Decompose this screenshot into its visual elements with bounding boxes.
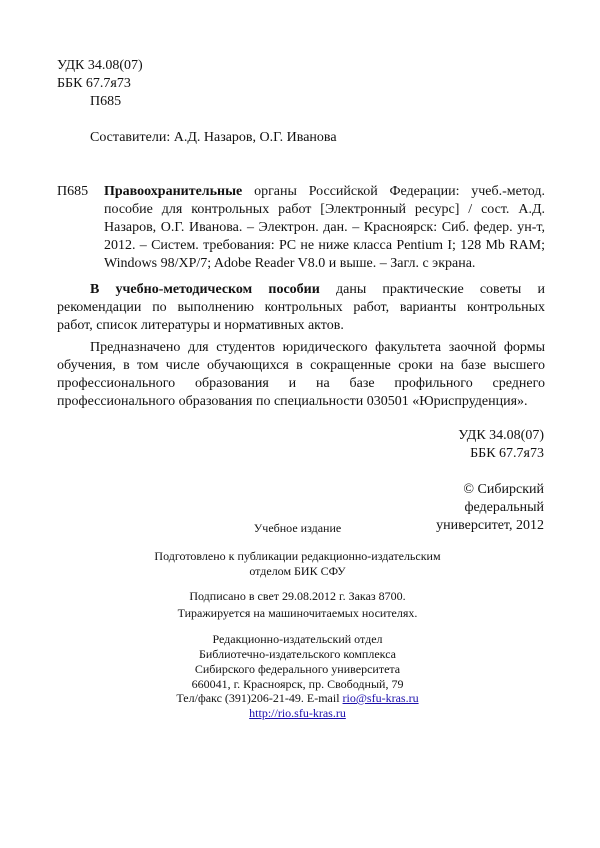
abstract-line-1 [90,282,545,298]
abstract-bold: В учебно-методическом пособии [90,282,320,297]
biblio-line-5: Windows 98/XP/7; Adobe Reader V8.0 и выше. – Загл. с экрана. [104,256,476,271]
bbk-code-right: ББК 67.7я73 [470,446,544,461]
biblio-code: П685 [57,184,89,199]
abstract-line-3: работ, список литературы и нормативных актов. [57,318,344,333]
author-mark: П685 [90,94,122,109]
url-line [0,706,595,720]
udk-code-right: УДК 34.08(07) [458,428,544,443]
udk-code: УДК 34.08(07) [57,58,143,73]
purpose-line-4: профессионального образования по специальности 030501 «Юриспруденция». [57,394,528,409]
dept-line-2: Библиотечно-издательского комплекса [198,647,396,661]
email-link[interactable]: rio@sfu-kras.ru [342,691,419,705]
edition-type: Учебное издание [253,521,342,535]
prepared-line-1: Подготовлено к публикации редакционно-издательским [154,549,441,563]
website-link[interactable]: http://rio.sfu-kras.ru [249,706,346,720]
biblio-line-2: пособие для контрольных работ [Электронный ресурс] / сост. А.Д. [104,202,545,217]
contact-line [0,691,595,705]
abstract-line-1-rest: даны практические советы и [335,282,546,297]
copyright-line-2: федеральный [464,500,544,515]
biblio-line-3: Назаров, О.Г. Иванова. – Электрон. дан. – Красноярск: Сиб. федер. ун-т, [104,220,545,235]
biblio-line-4: 2012. – Систем. требования: PC не ниже класса Pentium I; 128 Mb RAM; [104,238,545,253]
biblio-title: Правоохранительные [104,184,243,199]
biblio-line-1-rest: органы Российской Федерации: учеб.-метод. [254,184,546,199]
purpose-line-1: Предназначено для студентов юридического факультета заочной формы [90,340,545,355]
prepared-line-2: отделом БИК СФУ [249,564,346,578]
signed-line: Подписано в свет 29.08.2012 г. Заказ 8700. [189,589,406,603]
abstract-line-2: рекомендации по выполнению контрольных работ, варианты контрольных [57,300,545,315]
phone-text: Тел/факс (391)206-21-49. E-mail [176,691,340,705]
dept-line-1: Редакционно-издательский отдел [212,632,383,646]
copies-line: Тиражируется на машиночитаемых носителях. [177,606,418,620]
purpose-line-3: профессионального образования и на базе профильного среднего [57,376,545,391]
bbk-code: ББК 67.7я73 [57,76,131,91]
dept-line-3: Сибирского федерального университета [194,662,401,676]
compilers: Составители: А.Д. Назаров, О.Г. Иванова [90,130,337,145]
address-line: 660041, г. Красноярск, пр. Свободный, 79 [191,677,404,691]
copyright-line-1: © Сибирский [463,482,544,497]
biblio-line-1 [104,184,545,200]
copyright-line-3: университет, 2012 [436,518,544,533]
purpose-line-2: обучения, в том числе обучающихся в сокращенные сроки на базе высшего [57,358,545,373]
